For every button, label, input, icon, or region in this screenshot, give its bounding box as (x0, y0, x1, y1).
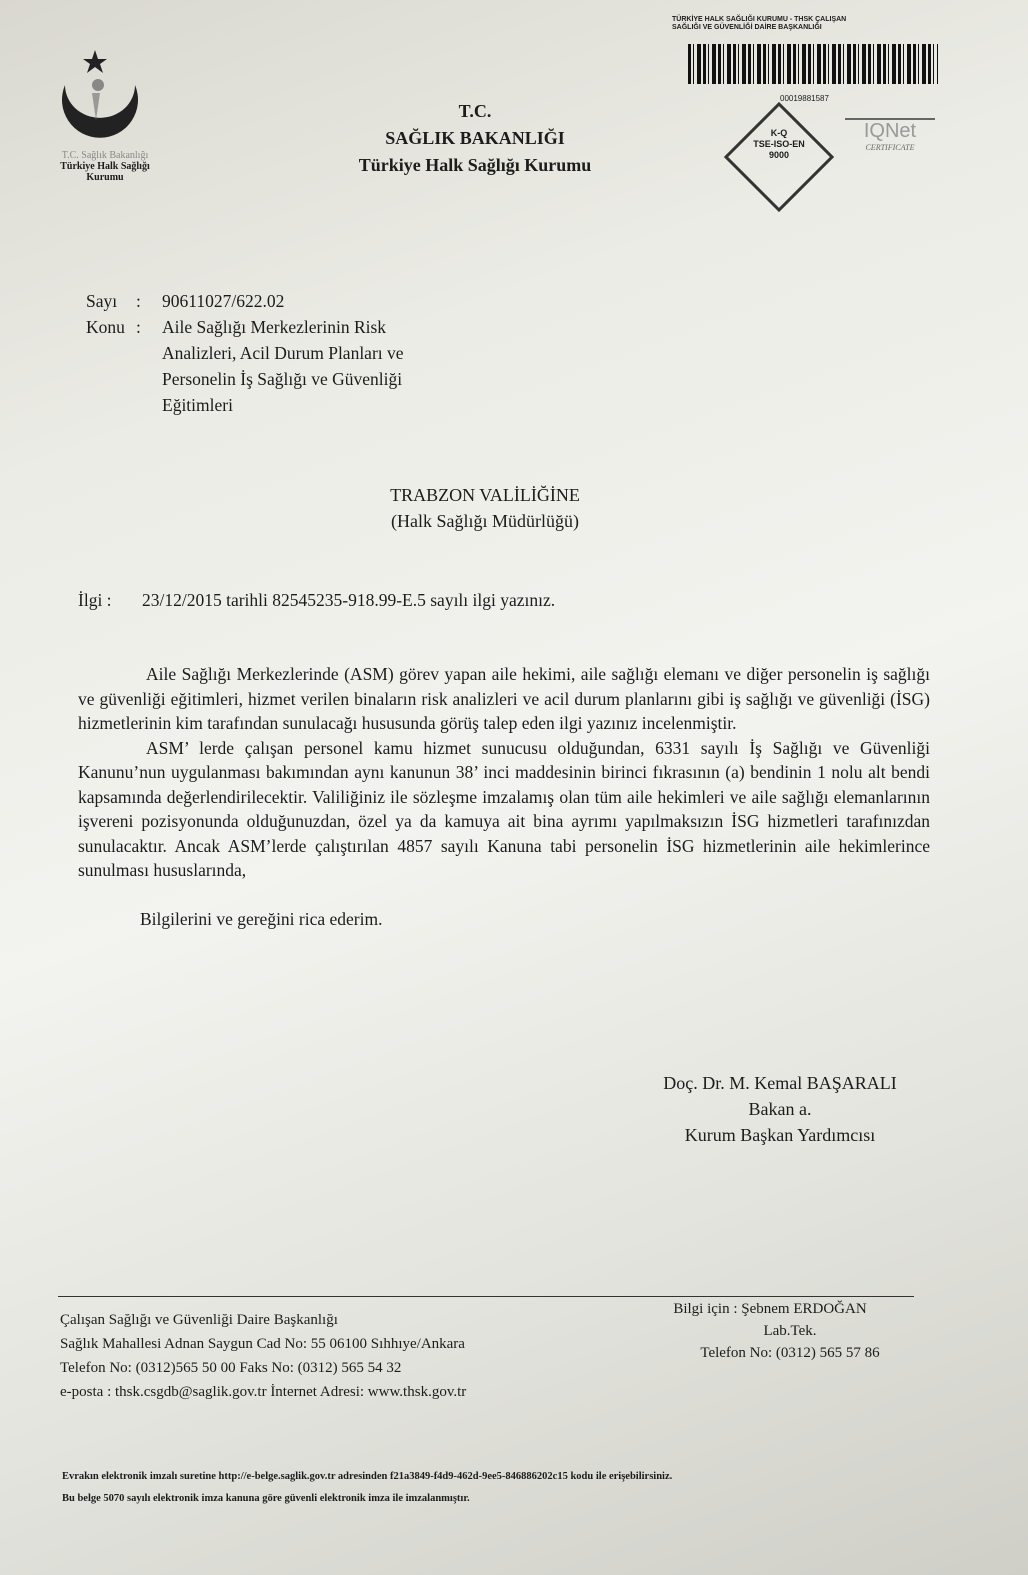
letterhead-tc: T.C. (458, 101, 492, 121)
esign-line-2: Bu belge 5070 sayılı elektronik imza kanuna göre güvenli elektronik imza ile imzalanmıştır. (62, 1493, 470, 1504)
esign-line-1: Evrakın elektronik imzalı suretine http://e-belge.saglik.gov.tr adresinden f21a3849-f4d9-462d-9ee5-846886202c15 kodu ile erişebilirsiniz. (62, 1471, 673, 1482)
iqnet-logo: IQNet (845, 118, 935, 143)
footer-address: Sağlık Mahallesi Adnan Saygun Cad No: 55 06100 Sıhhıye/Ankara (60, 1336, 465, 1352)
iqnet-certificate: CERTIFICATE (865, 143, 915, 152)
signer-name: Doç. Dr. M. Kemal BAŞARALI (663, 1073, 897, 1093)
footer-phone: Telefon No: (0312)565 50 00 Faks No: (0312) 565 54 32 (60, 1360, 402, 1376)
sayi-value: 90611027/622.02 (162, 291, 285, 311)
footer-email: e-posta : thsk.csgdb@saglik.gov.tr İnternet Adresi: www.thsk.gov.tr (60, 1384, 467, 1400)
letterhead-ministry: SAĞLIK BAKANLIĞI (385, 128, 565, 148)
recipient-dept: (Halk Sağlığı Müdürlüğü) (391, 511, 579, 531)
iqnet-cert (845, 118, 935, 152)
barcode (688, 44, 938, 84)
meta-block: Sayı : 90611027/622.02 Konu : Aile Sağlığı Merkezlerinin Risk Analizleri, Acil Durum Planları ve Personelin İş Sağlığı ve Güvenliği Eğitimleri (86, 288, 404, 418)
paragraph-3: Bilgilerini ve gereğini rica ederim. (140, 908, 383, 929)
crescent-star-logo-icon (30, 45, 180, 145)
barcode-caption (672, 16, 942, 32)
paragraph-2: ASM’ lerde çalışan personel kamu hizmet sunucusu olduğundan, 6331 sayılı İş Sağlığı ve Güvenliği Kanunu’nun uygulanması bakımından aynı kanunun 38’ inci maddesinin birinci fıkrasının (a) bendinin 1 nolu alt bendi kapsamında değerlendirilecektir. Valiliğiniz ile sözleşme imzalamış olan tüm aile hekimleri ve aile sağlığı elemanlarının işvereni pozisyonunda olduğunuzdan, özel ya da kamuya ait bina ayrımı yapılmaksızın İSG hizmetleri tarafınızdan sunulacaktır. Ancak ASM’lerde çalıştırılan 4857 sayılı Kanuna tabi personelin İSG hizmetlerinin aile hekimlerince sunulması hususlarında, (78, 737, 930, 880)
paragraph-1: Aile Sağlığı Merkezlerinde (ASM) görev yapan aile hekimi, aile sağlığı elemanı ve diğer personelin iş sağlığı ve güvenliği eğitimleri, hizmet verilen binaların risk analizleri ve acil durum planlarını gibi iş sağlığı ve güvenliği (İSG) hizmetlerinin kim tarafından sunulacağı hususunda görüş talep eden ilgi yazınız incelenmiştir. (78, 664, 930, 733)
footer-divider (58, 1296, 914, 1297)
letter-body (78, 662, 930, 931)
sayi-label: Sayı (86, 291, 118, 311)
letterhead-institution: Türkiye Halk Sağlığı Kurumu (358, 155, 592, 175)
footer-right (620, 1298, 920, 1364)
ilgi (78, 590, 555, 611)
konu-label: Konu (86, 317, 125, 337)
contact-phone: Telefon No: (0312) 565 57 86 (700, 1345, 880, 1361)
tse-cert (730, 128, 828, 161)
recipient (300, 482, 670, 534)
footer-left (60, 1308, 466, 1404)
barcode-number: 00019881587 (780, 94, 829, 103)
cert-tse: TSE-ISO-EN (753, 139, 805, 149)
konu-line: Personelin İş Sağlığı ve Güvenliği (162, 369, 403, 389)
signer-title: Kurum Başkan Yardımcısı (684, 1125, 876, 1145)
signature-block (610, 1070, 950, 1148)
cert-9000: 9000 (768, 150, 790, 160)
ilgi-label: İlgi : (78, 590, 112, 610)
konu-line: Analizleri, Acil Durum Planları ve (162, 343, 404, 363)
esign-note (62, 1466, 672, 1510)
letterhead (300, 98, 650, 179)
logo-text-3: Kurumu (86, 172, 124, 183)
ministry-logo (30, 45, 180, 185)
signer-line2: Bakan a. (748, 1099, 812, 1119)
recipient-name: TRABZON VALİLİĞİNE (390, 485, 580, 505)
footer-dept: Çalışan Sağlığı ve Güvenliği Daire Başkanlığı (60, 1312, 338, 1328)
barcode-caption-1: TÜRKİYE HALK SAĞLIĞI KURUMU - THSK ÇALIŞAN (672, 16, 847, 23)
logo-text-2: Türkiye Halk Sağlığı (60, 161, 150, 172)
konu-line: Aile Sağlığı Merkezlerinin Risk (162, 317, 387, 337)
cert-kq: K-Q (770, 128, 788, 138)
ilgi-value: 23/12/2015 tarihli 82545235-918.99-E.5 sayılı ilgi yazınız. (142, 590, 556, 610)
konu-line: Eğitimleri (162, 395, 233, 415)
logo-text-1: T.C. Sağlık Bakanlığı (61, 150, 149, 161)
contact-title: Lab.Tek. (763, 1323, 817, 1339)
barcode-caption-2: SAĞLIĞI VE GÜVENLİĞİ DAİRE BAŞKANLIĞI (672, 24, 822, 31)
contact-person: Bilgi için : Şebnem ERDOĞAN (673, 1301, 867, 1317)
